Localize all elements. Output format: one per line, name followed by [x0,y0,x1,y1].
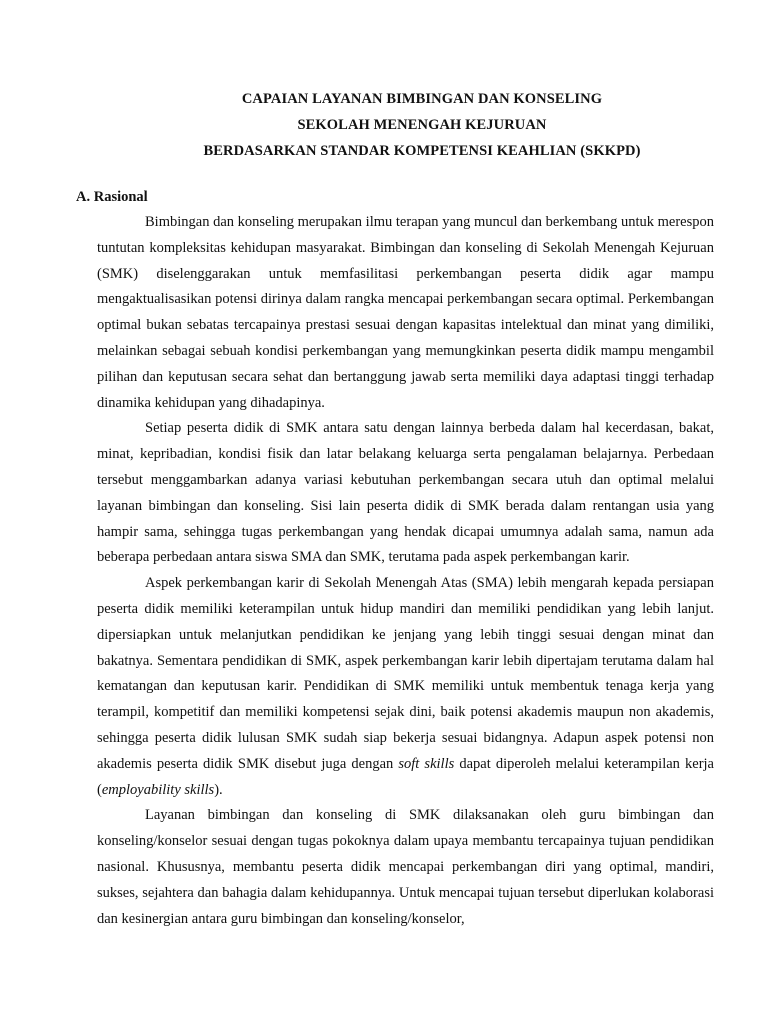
soft-skills-term: soft skills [398,755,455,772]
paragraph-2: Setiap peserta didik di SMK antara satu dengan lainnya berbeda dalam hal kecerdasan, bakat, minat, kepribadian, kondisi fisik dan latar belakang keluarga serta pengalaman belajarnya. Perbedaan tersebut menggambarkan adanya variasi kebutuhan perkembangan secara utuh dan optimal melalui layanan bimbingan dan konseling. Sisi lain peserta didik di SMK berada dalam rentangan usia yang hampir sama, sehingga tugas perkembangan yang hendak dicapai umumnya adalah sama, namun ada beberapa perbedaan antara siswa SMA dan SMK, terutama pada aspek perkembangan karir. [97,420,714,566]
paragraph-3-text-c: ). [214,781,223,798]
title-line-1: CAPAIAN LAYANAN BIMBINGAN DAN KONSELING [241,91,603,107]
paragraph-1: Bimbingan dan konseling merupakan ilmu terapan yang muncul dan berkembang untuk merespon tuntutan kompleksitas kehidupan masyarakat. Bimbingan dan konseling di Sekolah Menengah Kejuruan (SMK) diselenggarakan untuk memfasilitasi perkembangan peserta didik agar mampu mengaktualisasikan potensi dirinya dalam rangka mencapai perkembangan secara optimal. Perkembangan optimal bukan sebatas tercapainya prestasi sesuai dengan kapasitas intelektual dan minat yang dimiliki, melainkan sebagai sebuah kondisi perkembangan yang memungkinkan peserta didik mampu mengambil pilihan dan keputusan secara sehat dan bertanggung jawab serta memiliki daya adaptasi tinggi terhadap dinamika kehidupan yang dihadapinya. [97,214,714,411]
paragraph-4: Layanan bimbingan dan konseling di SMK dilaksanakan oleh guru bimbingan dan konseling/konselor sesuai dengan tugas pokoknya dalam upaya membantu tercapainya tujuan pendidikan nasional. Khususnya, membantu peserta didik mencapai perkembangan diri yang optimal, mandiri, sukses, sejahtera dan bahagia dalam kehidupannya. Untuk mencapai tujuan tersebut diperlukan kolaborasi dan kesinergian antara guru bimbingan dan konseling/konselor, [97,807,714,927]
section-heading-rasional: A. Rasional [76,189,148,205]
title-line-3: BERDASARKAN STANDAR KOMPETENSI KEAHLIAN (SKKPD) [203,143,641,159]
title-line-2: SEKOLAH MENENGAH KEJURUAN [297,117,547,133]
paragraph-3-text-a: Aspek perkembangan karir di Sekolah Menengah Atas (SMA) lebih mengarah kepada persiapan peserta didik memiliki keterampilan untuk hidup mandiri dan memiliki pendidikan yang lebih lanjut. dipersiapkan untuk melanjutkan pendidikan ke jenjang yang lebih tinggi sesuai dengan minat dan bakatnya. Sementara pendidikan di SMK, aspek perkembangan karir lebih dipertajam terutama dalam hal kematangan dan keputusan karir. Pendidikan di SMK memiliki untuk membentuk tenaga kerja yang terampil, kompetitif dan memiliki kompetensi sejak dini, baik potensi akademis maupun non akademis, sehingga peserta didik lulusan SMK sudah siap bekerja sesuai bidangnya. Adapun aspek potensi non akademis peserta didik SMK disebut juga dengan [97,575,714,772]
employability-skills-term: employability skills [101,781,215,798]
paragraph-3 [97,571,714,803]
document-title [0,86,768,164]
paragraph-3-text-b: dapat diperoleh melalui keterampilan kerja ( [97,755,714,798]
body-text [97,210,714,932]
